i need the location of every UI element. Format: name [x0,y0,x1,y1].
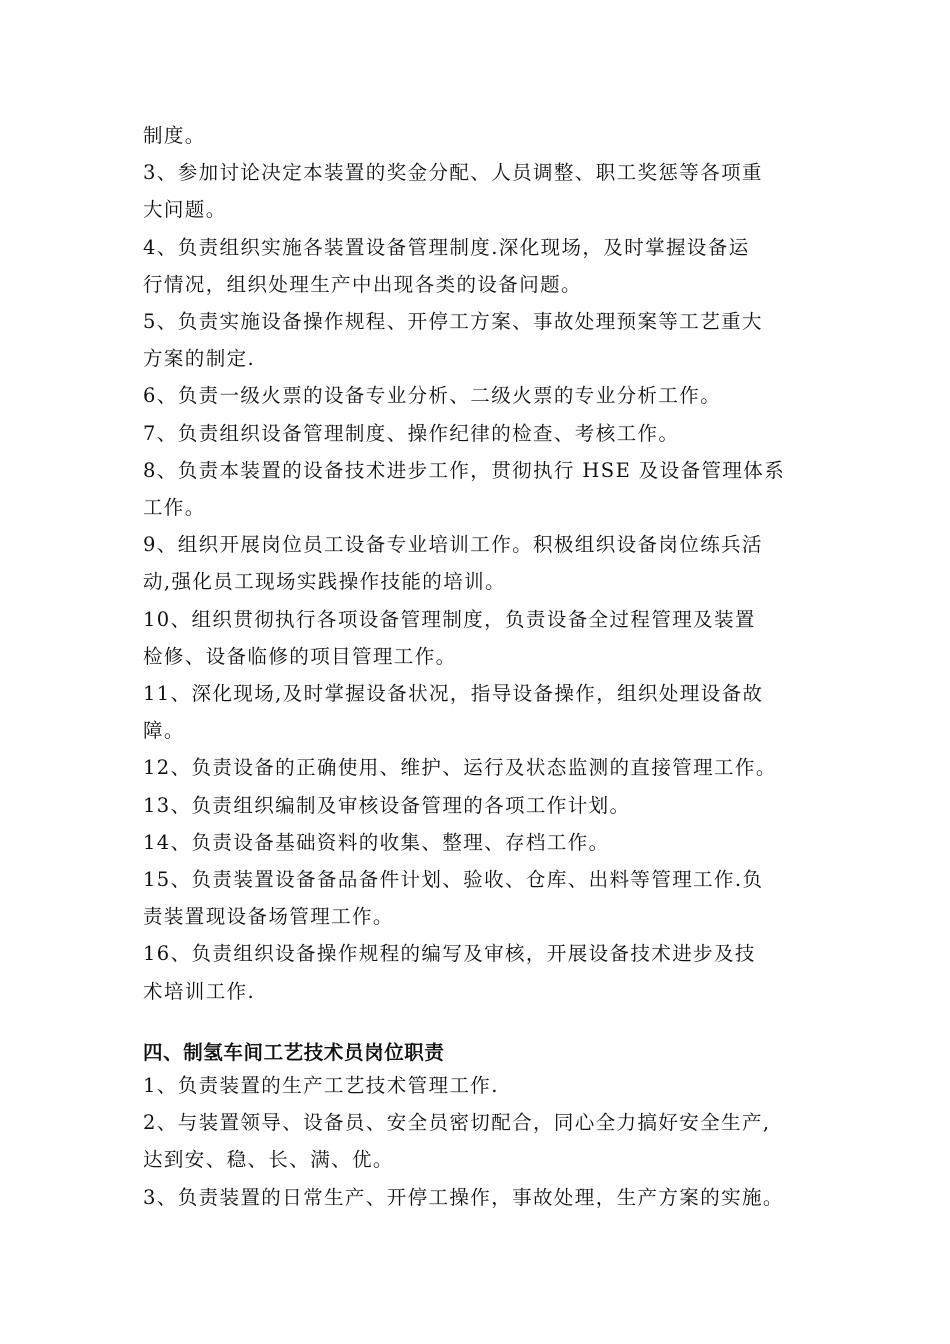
text-line: 9、组织开展岗位员工设备专业培训工作。积极组织设备岗位练兵活 [143,533,763,556]
text-line: 2、与装置领导、设备员、安全员密切配合，同心全力搞好安全生产, [143,1111,771,1134]
text-line: 责装置现设备场管理工作。 [143,905,394,928]
text-line: 6、负责一级火票的设备专业分析、二级火票的专业分析工作。 [143,384,722,407]
text-line: 术培训工作. [143,980,256,1003]
section-heading: 四、制氢车间工艺技术员岗位职责 [143,1041,445,1064]
text-line: 12、负责设备的正确使用、维护、运行及状态监测的直接管理工作。 [143,756,777,779]
text-line: 16、负责组织设备操作规程的编写及审核，开展设备技术进步及技 [143,942,756,965]
text-line: 制度。 [143,124,206,147]
text-line: 10、组织贯彻执行各项设备管理制度，负责设备全过程管理及装置 [143,608,756,631]
text-line: 达到安、稳、长、满、优。 [143,1148,394,1171]
text-line: 13、负责组织编制及审核设备管理的各项工作计划。 [143,794,631,817]
text-line: 行情况，组织处理生产中出现各类的设备问题。 [143,273,582,296]
text-line: 4、负责组织实施各装置设备管理制度.深化现场，及时掌握设备运 [143,236,750,259]
text-line: 14、负责设备基础资料的收集、整理、存档工作。 [143,831,610,854]
text-line: 7、负责组织设备管理制度、操作纪律的检查、考核工作。 [143,422,680,445]
text-line: 3、参加讨论决定本装置的奖金分配、人员调整、职工奖惩等各项重 [143,161,763,184]
text-line: 检修、设备临修的项目管理工作。 [143,645,457,668]
text-line: 动,强化员工现场实践操作技能的培训。 [143,570,506,593]
text-line: 工作。 [143,496,206,519]
text-line: 5、负责实施设备操作规程、开停工方案、事故处理预案等工艺重大 [143,310,763,333]
text-line: 障。 [143,719,185,742]
text-line: 3、负责装置的日常生产、开停工操作，事故处理，生产方案的实施。 [143,1186,784,1209]
text-line: 方案的制定. [143,347,256,370]
text-line: 8、负责本装置的设备技术进步工作，贯彻执行 HSE 及设备管理体系 [143,459,786,482]
text-line: 11、深化现场,及时掌握设备状况，指导设备操作，组织处理设备故 [143,682,764,705]
text-line: 15、负责装置设备备品备件计划、验收、仓库、出料等管理工作.负 [143,868,764,891]
text-line: 大问题。 [143,198,227,221]
text-line: 1、负责装置的生产工艺技术管理工作. [143,1074,499,1097]
